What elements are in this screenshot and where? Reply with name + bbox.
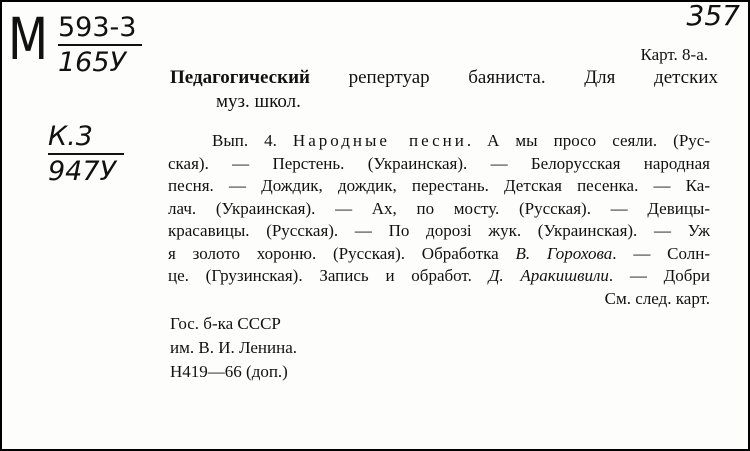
body-line: красавицы. (Русская). — По дорозі жук. (Украинская). — Уж: [168, 221, 710, 240]
catalog-code: Н419—66 (доп.): [170, 362, 288, 381]
series-title: Народные песни: [292, 131, 467, 150]
fraction-line: [48, 153, 124, 155]
shelf-mark-1-top: 593-3: [58, 12, 137, 43]
shelf-mark-2-top: К.3: [48, 121, 93, 152]
card-label: Карт. 8-а.: [640, 45, 708, 64]
title-rest: репертуар баяниста. Для детских: [309, 67, 718, 88]
arranger-name: В. Горохова: [515, 243, 613, 263]
shelf-mark-2-bottom: 947У: [48, 156, 116, 187]
library-stamp: [170, 312, 297, 384]
body-text: це. (Грузинская). Запись и обработ.: [168, 266, 489, 285]
handwritten-shelf-mark-1: [58, 14, 142, 76]
body-line: лач. (Украинская). — Ах, по мосту. (Русская). — Девицы-: [168, 198, 710, 218]
title-lead-word: Педагогический: [170, 67, 310, 88]
body-line: ская). — Перстень. (Украинская). — Белорусская народная: [168, 153, 710, 173]
fraction-line: [58, 44, 142, 46]
handwritten-shelf-mark-2: [48, 123, 124, 185]
handwritten-corner-number: 357: [686, 0, 740, 32]
body-text: . — Добри: [608, 266, 711, 285]
arranger-name: Д. Аракишвили: [488, 266, 609, 285]
body-line: [168, 265, 710, 288]
body-text: . А мы просо сеяли. (Рус-: [466, 131, 711, 150]
body-line: песня. — Дождик, дождик, перестань. Детская песенка. — Ка-: [168, 176, 710, 195]
shelf-mark-1-bottom: 165У: [58, 47, 126, 78]
library-name: Гос. б-ка СССР: [170, 314, 281, 333]
body-text: я золото хороню. (Русская). Обработка: [168, 243, 516, 263]
body-line: [168, 130, 710, 153]
contents-description: [168, 130, 710, 310]
body-text: Вып. 4.: [212, 131, 293, 150]
body-text: . — Солн-: [612, 243, 710, 263]
continuation-note: См. след. карт.: [604, 288, 710, 308]
title-line-1: [170, 66, 718, 90]
library-dedication: им. В. И. Ленина.: [170, 338, 298, 357]
handwritten-letter: М: [8, 5, 49, 73]
body-line: [168, 243, 710, 266]
title-block: [170, 66, 718, 114]
title-line-2: муз. школ.: [216, 91, 301, 112]
